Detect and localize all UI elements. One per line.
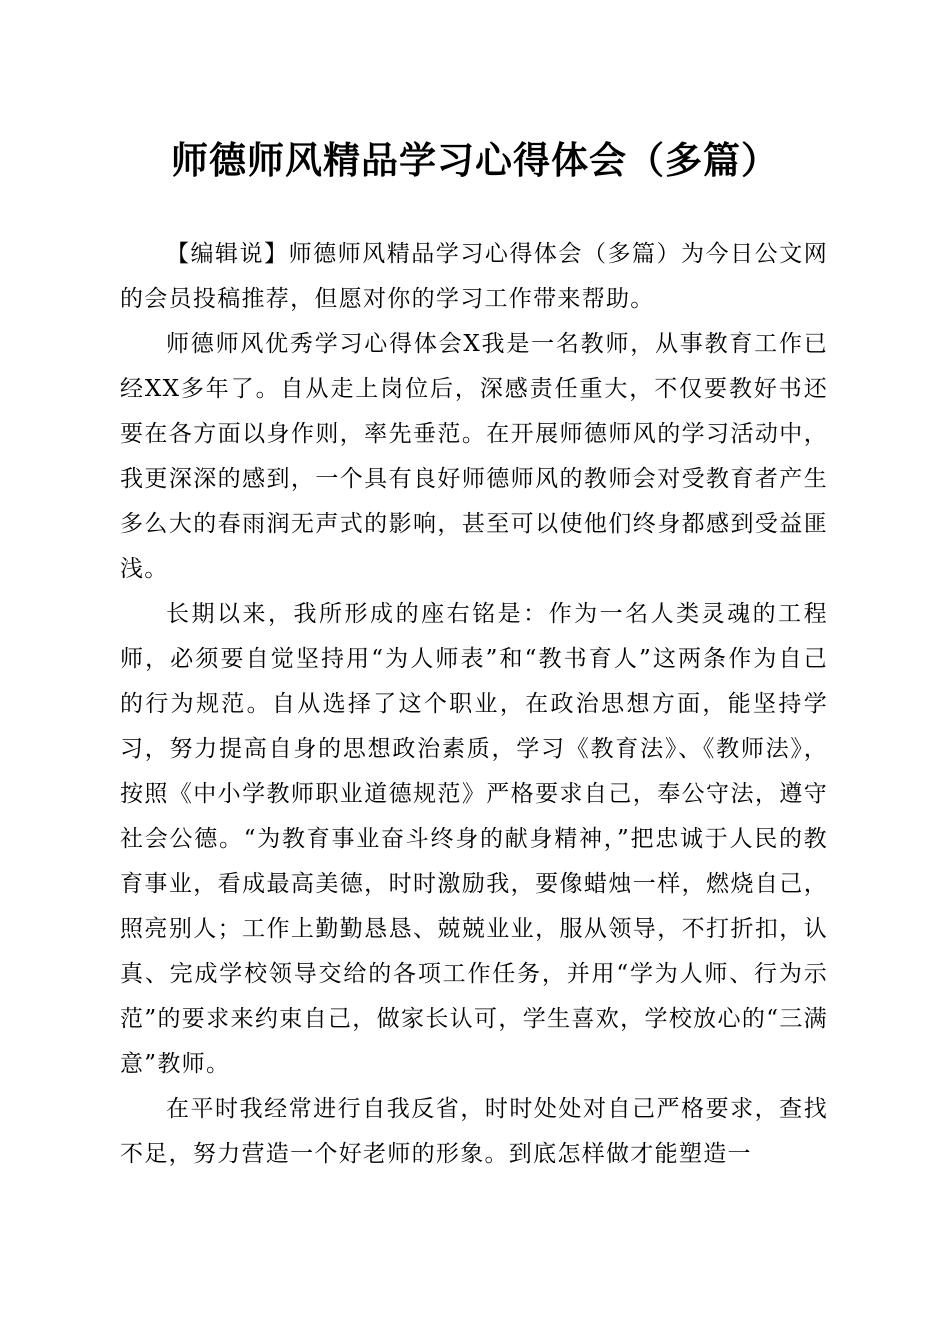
document-body [120, 232, 828, 1177]
paragraph-intro: 师德师风优秀学习心得体会X我是一名教师，从事教育工作已经XX多年了。自从走上岗位后，深感责任重大，不仅要教好书还要在各方面以身作则，率先垂范。在开展师德师风的学习活动中，我更深深的感到，一个具有良好师德师风的教师会对受教育者产生多么大的春雨润无声式的影响，甚至可以使他们终身都感到受益匪浅。 [120, 331, 828, 582]
paragraph-editor-note: 【编辑说】师德师风精品学习心得体会（多篇）为今日公文网的会员投稿推荐，但愿对你的学习工作带来帮助。 [120, 241, 828, 312]
paragraph-motto: 长期以来，我所形成的座右铭是：作为一名人类灵魂的工程师，必须要自觉坚持用“为人师表”和“教书育人”这两条作为自己的行为规范。自从选择了这个职业，在政治思想方面，能坚持学习，努力提高自身的思想政治素质，学习《教育法》、《教师法》，按照《中小学教师职业道德规范》严格要求自己，奉公守法，遵守社会公德。“为教育事业奋斗终身的献身精神，”把忠诚于人民的教育事业，看成最高美德，时时激励我，要像蜡烛一样，燃烧自己，照亮别人；工作上勤勤恳恳、兢兢业业，服从领导，不打折扣，认真、完成学校领导交给的各项工作任务，并用“学为人师、行为示范”的要求来约束自己，做家长认可，学生喜欢，学校放心的“三满意”教师。 [120, 601, 828, 1077]
document-title: 师德师风精品学习心得体会（多篇） [171, 138, 779, 182]
paragraph-self-reflection: 在平时我经常进行自我反省，时时处处对自己严格要求，查找不足，努力营造一个好老师的形象。到底怎样做才能塑造一 [120, 1096, 828, 1167]
